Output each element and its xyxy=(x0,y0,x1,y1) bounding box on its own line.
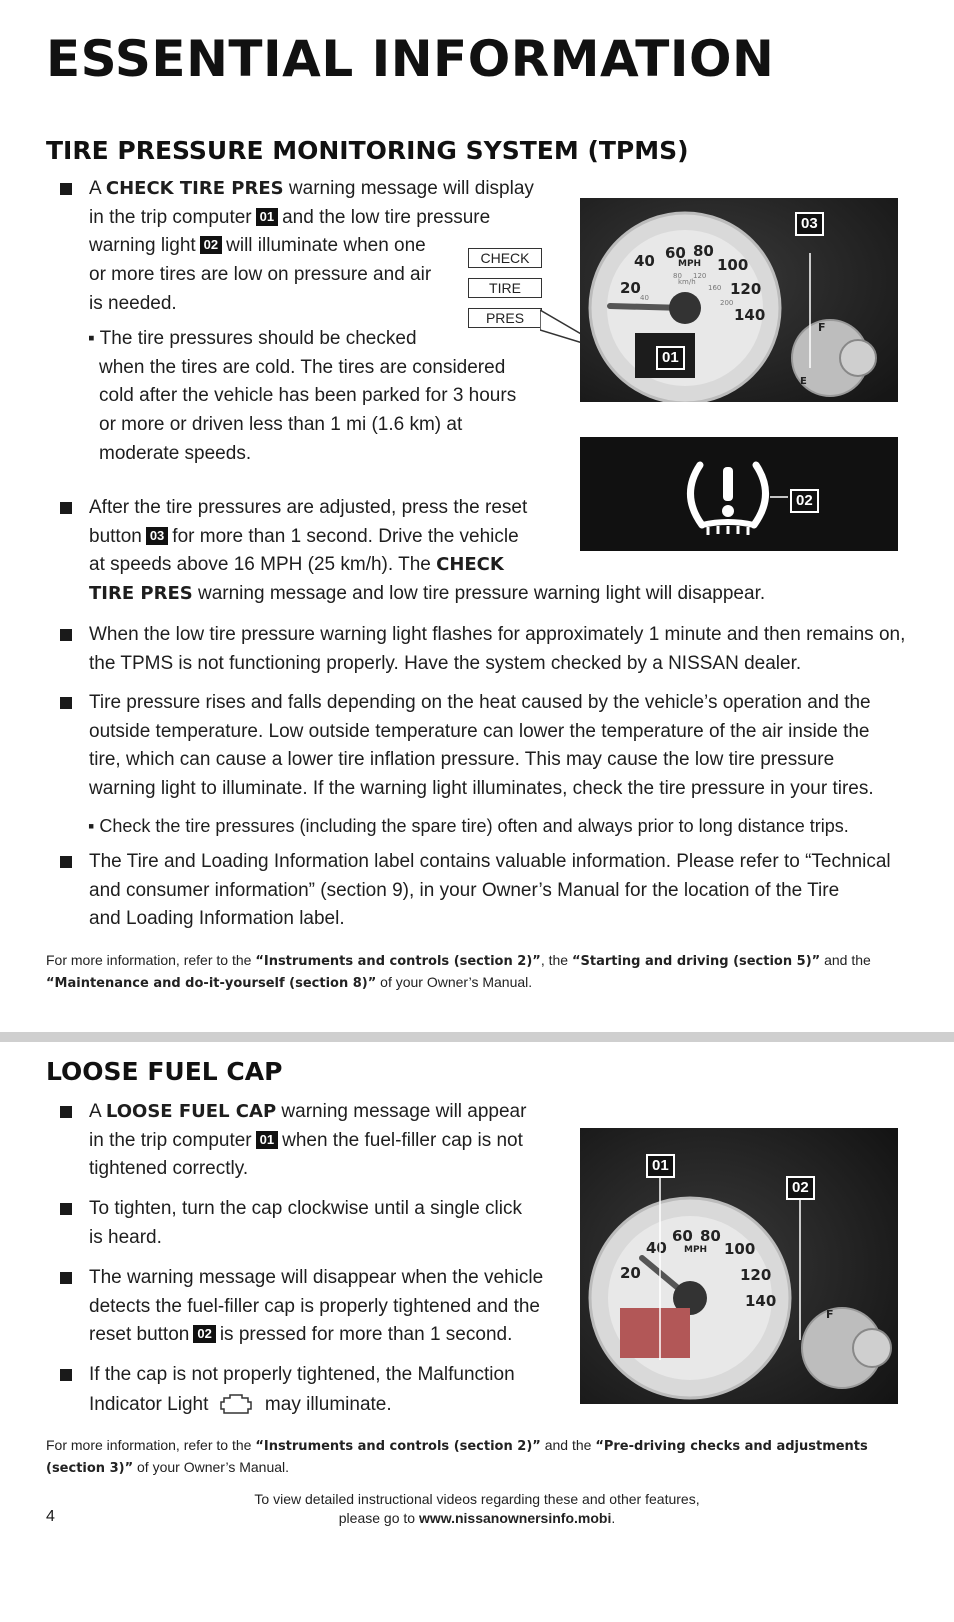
text-line: in the trip computer 01 when the fuel-filler cap is not xyxy=(89,1129,523,1151)
tpms-heading: TIRE PRESSURE MONITORING SYSTEM (TPMS) xyxy=(46,136,689,165)
callout-01: 01 xyxy=(646,1154,675,1178)
page-title: ESSENTIAL INFORMATION xyxy=(46,30,775,88)
callout-badge: 03 xyxy=(146,527,168,545)
message-box-pres: PRES xyxy=(468,308,542,328)
gauge-tick: 100 xyxy=(717,256,749,274)
text-line: reset button 02 is pressed for more than 1 second. xyxy=(89,1324,513,1346)
gauge-tick: 40 xyxy=(634,252,655,270)
tpms-bullet-2 xyxy=(89,494,909,609)
gauge-unit: MPH xyxy=(684,1245,708,1255)
square-bullet-icon xyxy=(60,697,72,709)
callout-badge: 02 xyxy=(193,1325,215,1343)
square-bullet-icon xyxy=(60,1369,72,1381)
gauge-tick: 100 xyxy=(724,1240,756,1258)
square-bullet-icon xyxy=(60,502,72,514)
text-line: When the low tire pressure warning light flashes for approximately 1 minute and then remains on, xyxy=(89,624,906,645)
fuelcap-bullet-4 xyxy=(89,1361,569,1419)
text-line: “Maintenance and do-it-yourself (section 8)” of your Owner’s Manual. xyxy=(46,974,533,991)
text-line: outside temperature. Low outside temperature can lower the temperature of the air inside the xyxy=(89,720,870,742)
callout-03: 03 xyxy=(795,212,824,236)
text-line: After the tire pressures are adjusted, press the reset xyxy=(89,497,528,518)
square-bullet-icon xyxy=(60,1272,72,1284)
text-line: TIRE PRES warning message and low tire pressure warning light will disappear. xyxy=(89,583,766,605)
callout-02: 02 xyxy=(790,489,819,513)
page-number: 4 xyxy=(46,1508,55,1525)
text-line: For more information, refer to the “Instruments and controls (section 2)” and the “Pre-driving checks and adjustments xyxy=(46,1437,868,1454)
text-line: is heard. xyxy=(89,1226,162,1248)
gauge-inner-tick: 80 xyxy=(673,272,682,280)
text-line: the TPMS is not functioning properly. Have the system checked by a NISSAN dealer. xyxy=(89,652,802,674)
tpms-gauge-panel xyxy=(580,198,898,402)
tpms-subnote-2: ▪ Check the tire pressures (including the spare tire) often and always prior to long distance trips. xyxy=(88,816,849,836)
website-link[interactable]: www.nissanownersinfo.mobi xyxy=(418,1510,612,1526)
text-line: button 03 for more than 1 second. Drive the vehicle xyxy=(89,525,519,547)
fuelcap-bullet-1 xyxy=(89,1098,569,1184)
gauge-inner-tick: 200 xyxy=(720,299,734,307)
gauge-inner-tick: 120 xyxy=(693,272,707,280)
text-line: is needed. xyxy=(89,292,177,314)
engine-malfunction-icon xyxy=(218,1390,256,1416)
gauge-unit: MPH xyxy=(678,259,702,269)
callout-badge: 02 xyxy=(200,236,222,254)
gauge-inner-tick: 160 xyxy=(708,284,722,292)
callout-01: 01 xyxy=(656,346,685,370)
tpms-bullet-5 xyxy=(89,848,919,934)
text-line: warning light 02 will illuminate when one xyxy=(89,235,426,257)
callout-badge: 01 xyxy=(256,208,278,226)
footer-note: To view detailed instructional videos regarding these and other features, please go to www.nissanownersinfo.mobi. xyxy=(254,1491,700,1526)
tpms-subnote-1: ▪ The tire pressures should be checked when the tires are cold. The tires are considered cold after the vehicle has been parked for 3 hours or more or driven less than 1 mi (1.6 km) at moderate speeds. xyxy=(88,328,517,464)
callout-badge: 01 xyxy=(256,1131,278,1149)
text-line: To tighten, turn the cap clockwise until a single click xyxy=(89,1198,522,1219)
fuelcap-bullet-2 xyxy=(89,1195,569,1252)
fuelcap-gauge-panel xyxy=(580,1128,898,1404)
text-line: Tire pressure rises and falls depending on the heat caused by the vehicle’s operation and the xyxy=(89,692,871,713)
text-line: or more tires are low on pressure and air xyxy=(89,264,432,286)
fuel-empty-label: E xyxy=(800,376,807,387)
callout-02: 02 xyxy=(786,1176,815,1200)
square-bullet-icon xyxy=(60,629,72,641)
text-line: detects the fuel-filler cap is properly tightened and the xyxy=(89,1295,540,1317)
text-line: The Tire and Loading Information label contains valuable information. Please refer to “Technical xyxy=(89,851,891,872)
gauge-tick: 120 xyxy=(740,1266,772,1284)
text-line: A LOOSE FUEL CAP warning message will appear xyxy=(89,1101,527,1122)
fuel-full-label: F xyxy=(826,1308,834,1321)
message-box-check: CHECK xyxy=(468,248,542,268)
text-line: (section 3)” of your Owner’s Manual. xyxy=(46,1459,290,1476)
section-divider xyxy=(0,1032,954,1042)
text-line: in the trip computer 01 and the low tire pressure xyxy=(89,206,491,228)
message-box-tire: TIRE xyxy=(468,278,542,298)
fuelcap-references xyxy=(46,1435,926,1479)
text-line: and consumer information” (section 9), in your Owner’s Manual for the location of the Tire xyxy=(89,879,840,901)
text-line: Indicator Light may illuminate. xyxy=(89,1390,569,1420)
fuelcap-heading: LOOSE FUEL CAP xyxy=(46,1057,283,1086)
square-bullet-icon xyxy=(60,1106,72,1118)
square-bullet-icon xyxy=(60,1203,72,1215)
fuel-full-label: F xyxy=(818,321,826,334)
text-line: tire, which can cause a lower tire inflation pressure. This may cause the low tire pressure xyxy=(89,749,835,771)
speedometer-graphic xyxy=(580,1128,898,1404)
gauge-inner-unit: km/h xyxy=(678,278,696,286)
square-bullet-icon xyxy=(60,856,72,868)
text-line: The warning message will disappear when the vehicle xyxy=(89,1267,544,1288)
text-line: A CHECK TIRE PRES warning message will display xyxy=(89,178,534,199)
tpms-bullet-4 xyxy=(89,689,929,804)
text-line: If the cap is not properly tightened, the Malfunction xyxy=(89,1364,515,1385)
fuelcap-bullet-3 xyxy=(89,1264,569,1350)
gauge-tick: 80 xyxy=(693,242,714,260)
gauge-tick: 140 xyxy=(745,1292,777,1310)
gauge-tick: 40 xyxy=(646,1239,667,1257)
gauge-tick: 80 xyxy=(700,1227,721,1245)
text-line: at speeds above 16 MPH (25 km/h). The CHECK xyxy=(89,554,504,576)
gauge-inner-tick: 40 xyxy=(640,294,649,302)
gauge-tick: 60 xyxy=(665,244,686,262)
text-line: warning light to illuminate. If the warning light illuminates, check the tire pressure in your tires. xyxy=(89,778,874,800)
gauge-tick: 140 xyxy=(734,306,766,324)
gauge-tick: 120 xyxy=(730,280,762,298)
text-line: tightened correctly. xyxy=(89,1158,249,1180)
speedometer-graphic xyxy=(580,198,898,402)
square-bullet-icon xyxy=(60,183,72,195)
tpms-bullet-3 xyxy=(89,621,919,678)
tpms-references xyxy=(46,950,926,994)
gauge-tick: 20 xyxy=(620,1264,641,1282)
gauge-tick: 60 xyxy=(672,1227,693,1245)
gauge-tick: 20 xyxy=(620,279,641,297)
text-line: and Loading Information label. xyxy=(89,908,345,930)
text-line: For more information, refer to the “Instruments and controls (section 2)”, the “Starting and driving (section 5)” and the xyxy=(46,952,871,969)
